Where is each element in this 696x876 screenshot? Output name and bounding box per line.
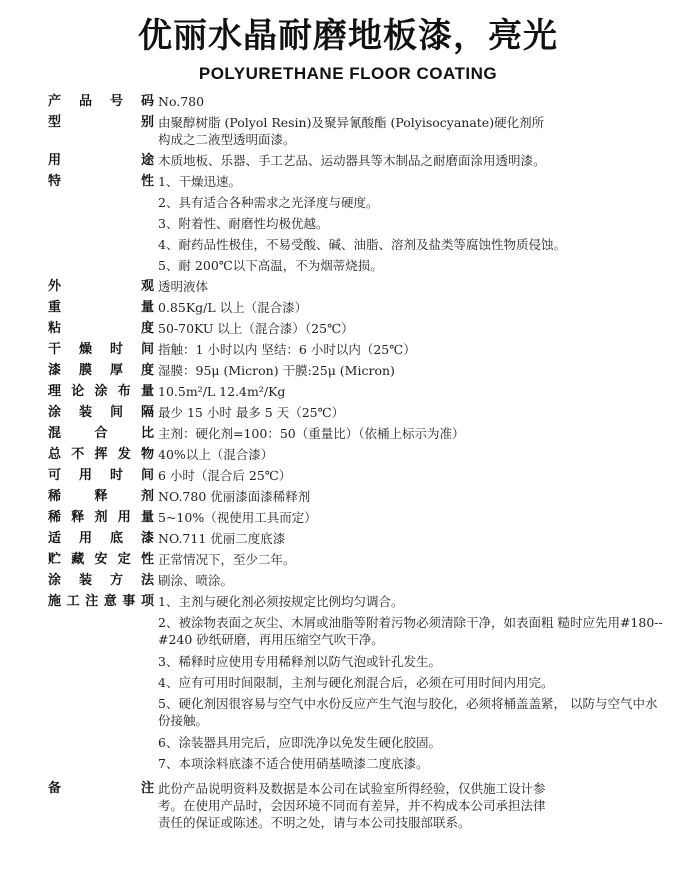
spec-label-char: 释: [71, 510, 85, 525]
spec-label-char: 合: [94, 426, 108, 441]
spec-label-char: 理: [48, 384, 62, 399]
precaution-line: 2、被涂物表面之灰尘、木屑或油脂等附着污物必须清除干净，如表面粗: [158, 615, 554, 630]
spec-row-thinner: [48, 486, 664, 507]
spec-label-char: 观: [140, 279, 154, 294]
spec-row-viscosity: [48, 318, 664, 339]
spec-value: 1、主剂与硬化剂必须按规定比例均匀调合。: [158, 594, 404, 609]
remark-line: 责任的保证或陈述。不明之处，请与本公司技服部联系。: [158, 815, 471, 830]
spec-label-char: 法: [140, 573, 154, 588]
spec-label-char: 时: [109, 468, 123, 483]
spec-row-coverage: [48, 381, 664, 402]
spec-label-char: 干: [48, 342, 62, 357]
spec-label-char: 比: [140, 426, 154, 441]
spec-label-char: 漆: [48, 363, 62, 378]
spec-row-precautions: [48, 591, 664, 612]
spec-label-char: 藏: [71, 552, 85, 567]
spec-label: [48, 486, 154, 507]
spec-label-char: 特: [48, 174, 62, 189]
spec-label-char: 注: [140, 781, 154, 796]
spec-value-line: 由聚醇树脂 (Polyol Resin)及聚异氰酸酯 (Polyisocyanate)硬化剂所: [158, 115, 545, 130]
spec-label-char: 底: [109, 531, 123, 546]
spec-value: 0.85Kg/L 以上（混合漆）: [158, 300, 308, 315]
precaution-line: 糙时应先用#180--#240 砂纸研磨，再用压缩空气吹干净。: [158, 615, 663, 647]
spec-label-char: 总: [48, 447, 62, 462]
spec-label-char: 稀: [48, 510, 62, 525]
spec-row-remarks: [48, 778, 664, 831]
precaution-line: 以防与空气中水份接触。: [158, 696, 658, 728]
spec-label-char: 厚: [109, 363, 123, 378]
spec-value: 刷涂、喷涂。: [158, 573, 234, 588]
spec-label-char: 不: [71, 447, 85, 462]
spec-row-pot-life: [48, 465, 664, 486]
spec-value: NO.780 优丽漆面漆稀释剂: [158, 489, 311, 504]
spec-value: 50-70KU 以上（混合漆）（25℃）: [158, 321, 354, 336]
spec-label-char: 途: [140, 153, 154, 168]
spec-row-storage: [48, 549, 664, 570]
spec-label-char: 性: [140, 552, 154, 567]
spec-label-char: 稀: [48, 489, 62, 504]
spec-table: [48, 91, 664, 831]
spec-label-char: 剂: [94, 510, 108, 525]
spec-value: 40%以上（混合漆）: [158, 447, 274, 462]
spec-label-char: 涂: [48, 405, 62, 420]
spec-label-char: 间: [140, 342, 154, 357]
spec-label-char: 间: [140, 468, 154, 483]
spec-label-char: 适: [48, 531, 62, 546]
precaution-item: 7、本项涂料底漆不适合使用硝基喷漆二度底漆。: [158, 756, 429, 771]
spec-label-char: 事: [122, 594, 136, 609]
precaution-item: 4、应有可用时间限制，主剂与硬化剂混合后，必须在可用时间内用完。: [158, 675, 554, 690]
spec-label: [48, 528, 154, 549]
spec-label-char: 工: [66, 594, 80, 609]
spec-label-char: 注: [85, 594, 99, 609]
feature-item: 5、耐 200℃以下高温，不为烟蒂烧损。: [158, 258, 383, 273]
spec-row-primer: [48, 528, 664, 549]
spec-label-char: 性: [140, 174, 154, 189]
feature-item: 4、耐药品性极佳，不易受酸、碱、油脂、溶剂及盐类等腐蚀性物质侵蚀。: [158, 237, 566, 252]
spec-value: 10.5m²/L 12.4m²/Kg: [158, 384, 286, 399]
spec-label-char: 用: [117, 510, 131, 525]
spec-row-nonvolatile: [48, 444, 664, 465]
spec-label: [48, 465, 154, 486]
spec-label: [48, 444, 154, 465]
precaution-item: 3、稀释时应使用专用稀释剂以防气泡或针孔发生。: [158, 654, 441, 669]
spec-label: [48, 318, 154, 339]
spec-label-char: 品: [78, 94, 92, 109]
spec-label-char: 定: [117, 552, 131, 567]
spec-label-char: 装: [78, 573, 92, 588]
spec-value: 最少 15 小时 最多 5 天（25℃）: [158, 405, 345, 420]
spec-label-char: 用: [78, 468, 92, 483]
spec-label-char: 粘: [48, 321, 62, 336]
spec-label-char: 量: [140, 384, 154, 399]
spec-row-type: [48, 112, 664, 150]
spec-label-char: 可: [48, 468, 62, 483]
spec-label-char: 安: [94, 552, 108, 567]
spec-label-char: 号: [109, 94, 123, 109]
remark-line: 考。在使用产品时，会因环境不同而有差异，并不构成本公司承担法律: [158, 798, 546, 813]
spec-label-char: 混: [48, 426, 62, 441]
spec-label-char: 发: [117, 447, 131, 462]
precaution-item: 6、涂装器具用完后，应即洗净以免发生硬化胶固。: [158, 735, 441, 750]
spec-label-char: 论: [71, 384, 85, 399]
spec-label-char: 时: [109, 342, 123, 357]
spec-label-char: 度: [140, 321, 154, 336]
spec-row-features: [48, 171, 664, 192]
spec-value: 透明液体: [158, 279, 209, 294]
spec-value: 正常情况下，至少二年。: [158, 552, 296, 567]
spec-label-char: 产: [48, 94, 62, 109]
spec-label: [48, 339, 154, 360]
precaution-item: [48, 695, 664, 729]
spec-label-char: 施: [48, 594, 62, 609]
spec-label-char: 量: [140, 300, 154, 315]
spec-label-char: 码: [140, 94, 154, 109]
spec-label-char: 燥: [78, 342, 92, 357]
spec-label: [48, 507, 154, 528]
spec-value: 6 小时（混合后 25℃）: [158, 468, 292, 483]
spec-label: [48, 112, 154, 133]
spec-label-char: 别: [140, 115, 154, 130]
spec-row-mix-ratio: [48, 423, 664, 444]
remark-line: 此份产品说明资料及数据是本公司在试验室所得经验，仅供施工设计参: [158, 781, 546, 796]
spec-label-char: 间: [109, 405, 123, 420]
spec-row-thickness: [48, 360, 664, 381]
spec-label: [48, 570, 154, 591]
spec-label-char: 外: [48, 279, 62, 294]
spec-label: [48, 423, 154, 444]
spec-label-char: 度: [140, 363, 154, 378]
spec-label-char: 量: [140, 510, 154, 525]
spec-label: [48, 171, 154, 192]
spec-label-char: 贮: [48, 552, 62, 567]
spec-label: [48, 402, 154, 423]
spec-value: 1、干燥迅速。: [158, 174, 241, 189]
spec-label-char: 膜: [78, 363, 92, 378]
spec-label: [48, 276, 154, 297]
feature-item: 3、附着性、耐磨性均极优越。: [158, 216, 329, 231]
spec-value: 主剂：硬化剂=100：50（重量比）（依桶上标示为准）: [158, 426, 465, 441]
spec-label-char: 用: [48, 153, 62, 168]
feature-item: 2、具有适合各种需求之光泽度与硬度。: [158, 195, 379, 210]
spec-row-interval: [48, 402, 664, 423]
spec-value: [154, 112, 664, 148]
spec-row-code: [48, 91, 664, 112]
spec-value-line: 构成之二液型透明面漆。: [158, 132, 296, 147]
spec-label-char: 物: [140, 447, 154, 462]
spec-value: 湿膜：95μ (Micron) 干膜:25μ (Micron): [158, 363, 395, 378]
spec-value: 指触：1 小时以内 坚结：6 小时以内（25℃）: [158, 342, 416, 357]
spec-value: No.780: [158, 94, 205, 109]
spec-label-char: 涂: [48, 573, 62, 588]
spec-label: [48, 778, 154, 799]
spec-label: [48, 150, 154, 171]
spec-label-char: 隔: [140, 405, 154, 420]
spec-label: [48, 360, 154, 381]
spec-label-char: 意: [103, 594, 117, 609]
spec-label-char: 型: [48, 115, 62, 130]
spec-value: [154, 778, 664, 831]
spec-label-char: 重: [48, 300, 62, 315]
spec-label: [48, 297, 154, 318]
spec-row-appearance: [48, 276, 664, 297]
precaution-item: [48, 614, 664, 648]
spec-row-drying: [48, 339, 664, 360]
spec-label-char: 漆: [140, 531, 154, 546]
spec-label-char: 用: [78, 531, 92, 546]
spec-label-char: 挥: [94, 447, 108, 462]
spec-value: NO.711 优丽二度底漆: [158, 531, 286, 546]
spec-label-char: 释: [94, 489, 108, 504]
spec-value: 木质地板、乐器、手工艺品、运动器具等木制品之耐磨面涂用透明漆。: [158, 153, 546, 168]
spec-row-weight: [48, 297, 664, 318]
document-title: 优丽水晶耐磨地板漆，亮光: [138, 16, 558, 56]
spec-row-method: [48, 570, 664, 591]
spec-value: 5~10%（视使用工具而定）: [158, 510, 317, 525]
spec-label-char: 项: [140, 594, 154, 609]
spec-row-use: [48, 150, 664, 171]
spec-row-thinner-amount: [48, 507, 664, 528]
spec-label: [48, 549, 154, 570]
spec-label: [48, 91, 154, 112]
spec-label: [48, 381, 154, 402]
precaution-line: 5、硬化剂因很容易与空气中水份反应产生气泡与胶化，必须将桶盖盖紧，: [158, 696, 566, 711]
spec-label-char: 布: [117, 384, 131, 399]
spec-label: [48, 591, 154, 612]
spec-label-char: 备: [48, 781, 62, 796]
spec-label-char: 涂: [94, 384, 108, 399]
spec-label-char: 剂: [140, 489, 154, 504]
spec-label-char: 装: [78, 405, 92, 420]
spec-label-char: 方: [109, 573, 123, 588]
document-subtitle: POLYURETHANE FLOOR COATING: [198, 64, 498, 83]
